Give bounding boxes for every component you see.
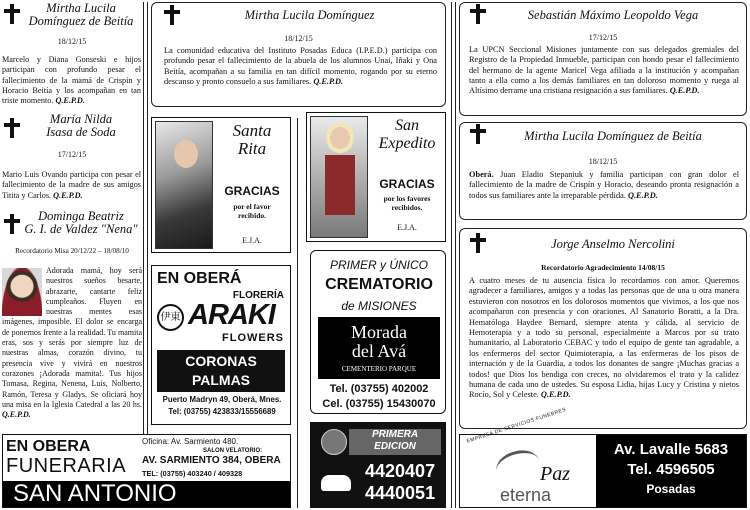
obituary-name: Mirtha Lucila Domínguez de Beitía <box>524 129 702 143</box>
ad-brand: ARAKI <box>188 299 275 331</box>
ad-office: Oficina: Av. Sarmiento 480. <box>142 437 239 446</box>
obituary-text: La comunidad educativa del Instituto Posadas Educa (I.P.E.D.) participa con profundo pesar el fallecimiento de la abuela de los alumnos Unai, Iñaki y Ona Beitía, acompañan a su familia en tan difícil momento, rogando por su eterno descanso y pronto consuelo a sus familiares. Q.E.P.D. <box>164 46 437 86</box>
ad-address: Puerto Madryn 49, Oberá, Mnes. <box>162 395 282 404</box>
card-title: San Expedito <box>378 117 436 152</box>
obituary-name: Sebastián Máximo Leopoldo Vega <box>527 8 699 22</box>
obituary-text: Oberá. Juan Eladio Stepaniuk y familia participan con gran dolor el fallecimiento de la madre de Crispín y Horacio, deseando pronta resignación a todos sus familiares ante la irreparable pérdida. Q.E.P.D. <box>469 170 740 200</box>
ad-line: CREMATORIO <box>325 276 433 293</box>
obituary-name: María Nilda Isasa de Soda <box>46 112 116 139</box>
obituary-text-wrap: Adorada mamá, hoy será nuestros sueños besarte, abrazarte, cantarte feliz cumpleaños. Fluyen en nuestras mentes esas imágenes, imposible. El dolor se encarga de ponernos frente a la realidad. Tu mamita eras, sos y serás por siempre luz de nuestras almas, corazón divino, tu presencia vive y vivirá en nuestros corazones ¡Adorada mamita!. Tus hijos Tomasa, Regina, Nenena, Luis, Nolberto, Ramón, Teresa y Gladys. Se oficiará hoy una misa en la Iglesia Catedral a las 20 hs. Q.E.P.D. <box>2 266 142 420</box>
card-gracias: GRACIAS <box>379 177 435 191</box>
card-subtitle: por el favor recibido. <box>233 202 271 220</box>
obituary-date: Recordatorio Misa 20/12/22 – 18/08/10 <box>15 247 129 255</box>
card-gracias: GRACIAS <box>224 184 280 198</box>
san-antonio-ad <box>2 434 291 508</box>
ad-phone: TEL: (03755) 403240 / 409328 <box>142 469 243 478</box>
cross-icon <box>164 5 180 25</box>
ad-line: EN OBERÁ <box>157 270 242 287</box>
obituary-date: 17/12/15 <box>57 150 87 159</box>
cross-icon <box>4 118 20 138</box>
paz-contact-panel <box>596 435 746 507</box>
araki-ad <box>151 265 291 425</box>
ad-brand: PRIMERA EDICION <box>349 429 441 455</box>
card-signature: E.J.A. <box>397 223 417 232</box>
obituary-text: La UPCN Seccional Misiones juntamente con sus delegados gremiales del Registro de la Propiedad Inmueble, participan con hondo pesar el fallecimiento del hermano de la agente Maricel Vega afiliada a la institución y acompañan tanto a ella como a los demás familiares en tan doloroso momento y ruega al Altísimo derrame una cristiana resignación a sus familiares. Q.E.P.D. <box>469 45 739 96</box>
ad-line: FUNERARIA <box>6 455 127 477</box>
ad-brand: Paz <box>540 463 570 485</box>
ad-phone: Tel: (03755) 423833/15556689 <box>168 407 276 416</box>
ad-brand: SAN ANTONIO <box>3 481 290 507</box>
saint-robe <box>325 155 355 215</box>
ad-label: SALON VELATORIO: <box>203 448 263 454</box>
obituary-date: 18/12/15 <box>57 37 87 46</box>
ad-tagline: EMPRESA DE SERVICIOS FUNEBRES <box>466 406 567 445</box>
ad-phone: Cel. (03755) 15430070 <box>322 398 436 410</box>
araki-logo: 伊東 <box>157 304 184 331</box>
paz-logo-panel <box>460 406 596 507</box>
obituary-name: Mirtha Lucila Domínguez de Beitía <box>28 1 134 28</box>
phone-icon <box>321 475 351 491</box>
column-divider <box>451 2 452 508</box>
column-divider <box>143 2 144 508</box>
ad-phone: Tel. (03755) 402002 <box>329 383 429 395</box>
ad-line: FLOWERS <box>222 332 284 344</box>
column-divider <box>297 118 298 508</box>
ad-brand: eterna <box>500 485 552 505</box>
cross-icon <box>470 4 486 24</box>
obituary-text: A cuatro meses de tu ausencia física lo recordamos con amor. Queremos agradecer a familiares, amigos y a todas las personas que de una u otra manera estuvieron con nosotros en los dolorosos momentos que vivimos, a los que nos acompañaron con presencia y con oraciones. Al Sanatorio Boratti, a la Dra. Hematóloga Haydee Bernard, siempre atenta y cálida, al servicio de Hemoterapia y a todo su personal, especialmente a Marcos por su trato humanitario, al Laboratorio CEBAC y todo el equipo de gente tan agradable, a los enfermeros del sector Quimioterapia, a las enfermeras de los pisos de internación y de la Guardia, a todos los donantes de sangre ¡Muchas gracias a todos! que Dios los bendiga con creces, no olvidaremos el trato y la calidez humana de cada uno de ustedes. Su esposa Lidia, hijas Lucy y Cristina y nietos Rocío, Sol y Celeste. Q.E.P.D. <box>469 276 739 400</box>
ad-line: de MISIONES <box>341 299 417 313</box>
primera-edicion-ad <box>310 422 446 508</box>
obituary-date: Recordatorio Agradecimiento 14/08/15 <box>541 263 665 272</box>
card-title: Santa Rita <box>232 121 272 158</box>
obituary-name: Dominga Beatriz G. I. de Valdez "Nena" <box>24 209 138 236</box>
santa-rita-card <box>151 117 291 253</box>
obituary-date: 18/12/15 <box>284 34 313 43</box>
ad-brand-block <box>318 317 440 379</box>
morada-ad <box>310 250 446 414</box>
saint-face <box>330 127 350 149</box>
saint-face <box>174 140 198 168</box>
paz-eterna-ad <box>459 406 747 508</box>
cross-icon <box>4 214 20 234</box>
cross-icon <box>4 4 20 24</box>
obituary-date: 17/12/15 <box>588 33 618 42</box>
ad-line: EN OBERA <box>6 438 91 455</box>
obituary-name: Jorge Anselmo Nercolini <box>551 237 675 251</box>
obituary-name: Mirtha Lucila Domínguez <box>244 8 375 22</box>
ad-address: AV. SARMIENTO 384, OBERA <box>142 455 281 466</box>
ad-line: FLORERÍA <box>232 290 284 301</box>
obituary-text: Mario Luis Ovando participa con pesar el fallecimiento de la madre de sus amigos Titita y Carlos. Q.E.P.D. <box>2 170 141 200</box>
ad-services: CORONAS PALMAS <box>157 350 285 392</box>
ad-address: Av. Lavalle 5683 <box>613 441 729 458</box>
ad-subtitle: CEMENTERIO PARQUE <box>341 365 417 373</box>
ad-brand: Morada del Avá <box>351 322 407 361</box>
column-divider <box>147 2 148 508</box>
san-expedito-card <box>306 112 446 242</box>
ad-city: Posadas <box>646 482 696 496</box>
card-signature: E.J.A. <box>242 236 262 245</box>
ad-phone: 4420407 <box>365 461 436 481</box>
cross-icon <box>470 124 486 144</box>
obituary-date: 18/12/15 <box>588 157 618 166</box>
obituary-text: Marcelo y Diana Gonseski e hijos participan con profundo pesar el fallecimiento de la mamá de Crispín y Horacio Beitía y los acompañan en tan triste momento. Q.E.P.D. <box>2 55 141 106</box>
saint-image <box>155 121 213 249</box>
cross-icon <box>470 233 486 253</box>
logo-icon <box>321 429 347 455</box>
card-subtitle: por los favores recibidos. <box>383 194 431 212</box>
ad-line: PRIMER y ÚNICO <box>329 258 428 272</box>
saint-image <box>310 116 368 238</box>
column-divider <box>455 2 456 508</box>
photo <box>2 268 42 316</box>
ad-phone: 4440051 <box>365 483 436 503</box>
dove-icon <box>493 446 543 486</box>
ad-phone: Tel. 4596505 <box>627 461 715 478</box>
